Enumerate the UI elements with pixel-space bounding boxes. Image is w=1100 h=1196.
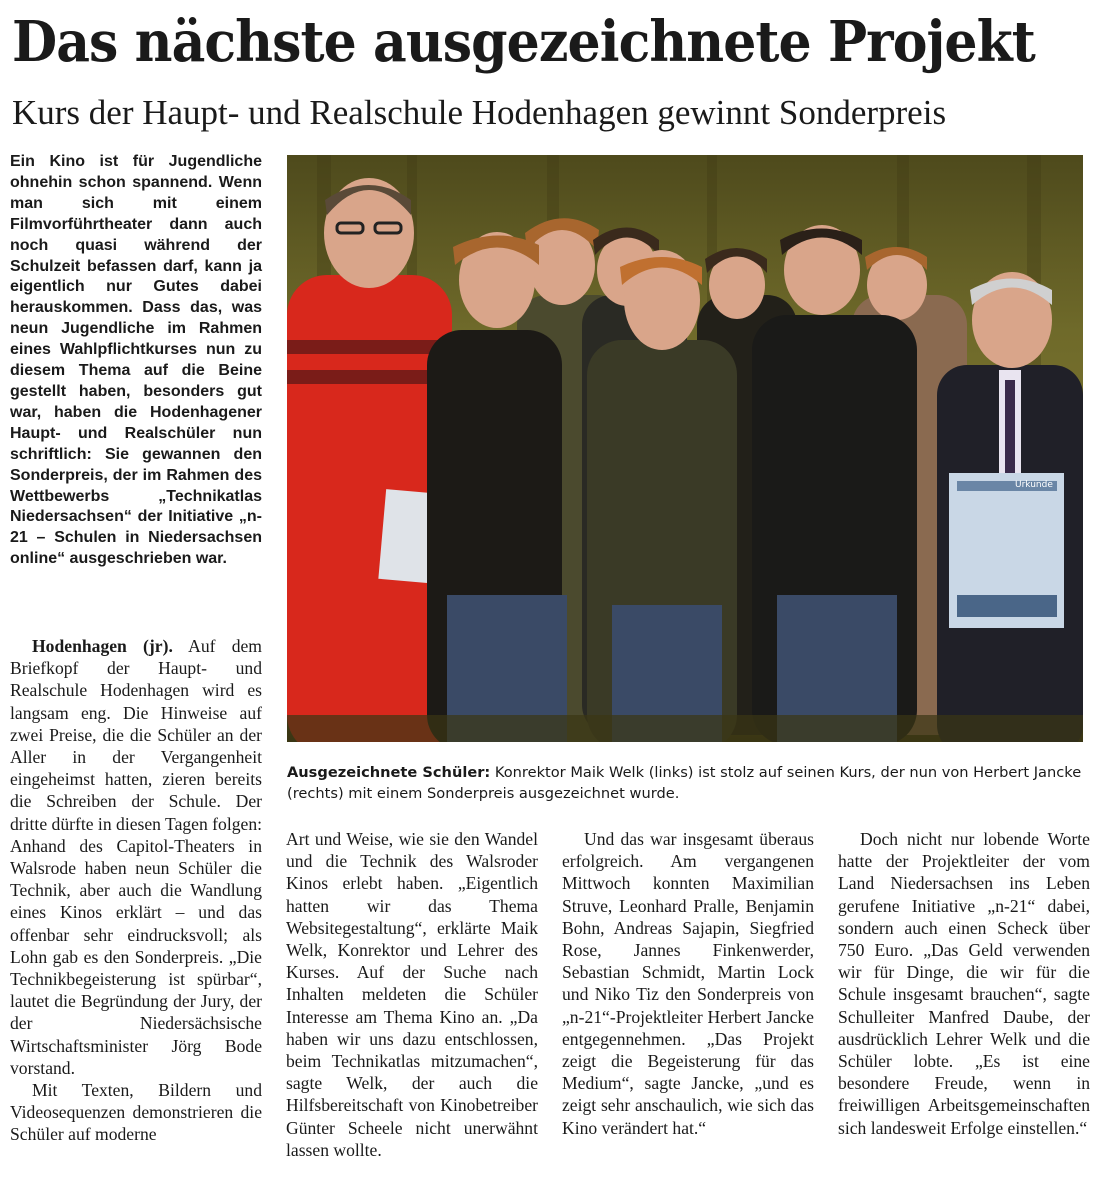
headline: Das nächste ausgezeichnete Projekt bbox=[12, 9, 1035, 75]
lead-paragraph: Ein Kino ist für Jugendliche ohnehin schon spannend. Wenn man sich mit einem Filmvorführtheater dann auch noch quasi während der Schulzeit befassen darf, kann ja eigentlich nur Gutes dabei herauskommen. Dass das, was neun Jugendliche im Rahmen eines Wahlpflichtkurses nun zu diesem Thema auf die Beine gestellt haben, besonders gut war, haben die Hodenhagener Haupt- und Realschüler nun schriftlich: Sie gewannen den Sonderpreis, der im Rahmen des Wettbewerbs „Technikatlas Niedersachsen“ der Initiative „n-21 – Schulen in Niedersachsen online“ ausgeschrieben war. bbox=[10, 153, 262, 568]
article-column-3 bbox=[562, 828, 814, 1139]
body-paragraph-1: Auf dem Briefkopf der Haupt- und Realschule Hodenhagen wird es langsam eng. Die Hinweise auf zwei Preise, die die Schüler an der Aller in der Vergangenheit eingeheimst hatten, zieren bereits die Schreiben der Schule. Der dritte dürfte in diesen Tagen folgen: Anhand des Capitol-Theaters in Walsrode haben neun Schüler die Technik, aber auch die Wandlung eines Kinos erklärt – und das offenbar sehr eindrucksvoll; als Lohn gab es den Sonderpreis. „Die Technikbegeisterung ist spürbar“, lautet die Begründung der Jury, der der Niedersächsische Wirtschaftsminister Jörg Bode vorstand. bbox=[10, 636, 263, 1078]
body-paragraph-2-start: Mit Texten, Bildern und Videosequenzen demonstrieren die Schüler auf moderne bbox=[10, 1080, 262, 1145]
body-paragraph-4: Doch nicht nur lobende Worte hatte der Projektleiter der vom Land Niedersachsen ins Leben gerufene Initiative „n-21“ dabei, sondern auch einen Scheck über 750 Euro. „Das Geld verwenden wir für Dinge, die wir für die Schule insgesamt brauchen“, sagte Schulleiter Manfred Daube, der ausdrücklich Lehrer Welk und die Schüler lobte. „Es ist eine besondere Freude, wenn in freiwilligen Arbeitsgemeinschaften sich landesweit Erfolge einstellen.“ bbox=[838, 829, 1090, 1138]
photo-caption bbox=[287, 762, 1087, 804]
dateline: Hodenhagen (jr). bbox=[32, 636, 173, 656]
stage-floor bbox=[287, 715, 1083, 742]
body-paragraph-2-end: Art und Weise, wie sie den Wandel und die Technik des Walsroder Kinos erlebt haben. „Eigentlich hatten wir das Thema Websitegestaltung“, erklärte Maik Welk, Konrektor und Lehrer des Kurses. Auf der Suche nach Inhalten meldeten die Schüler Interesse am Thema Kino an. „Da haben wir uns dazu entschlossen, beim Technikatlas mitzumachen“, sagte Welk, der auch die Hilfsbereitschaft von Kinobetreiber Günter Scheele nicht unerwähnt lassen wollte. bbox=[286, 829, 538, 1160]
group-photo-illustration bbox=[287, 155, 1083, 742]
news-photo bbox=[287, 155, 1083, 742]
caption-text: Konrektor Maik Welk (links) ist stolz auf seinen Kurs, der nun von Herbert Jancke (rechts) mit einem Sonderpreis ausgezeichnet wurde. bbox=[287, 764, 1082, 802]
certificate-label: Urkunde bbox=[1015, 480, 1053, 490]
body-paragraph-3: Und das war insgesamt überaus erfolgreich. Am vergangenen Mittwoch konnten Maximilian Struve, Leonhard Pralle, Benjamin Bohn, Andreas Sajapin, Siegfried Rose, Jannes Finkenwerder, Sebastian Schmidt, Martin Lock und Niko Tiz den Sonderpreis von „n-21“-Projektleiter Herbert Jancke entgegennehmen. „Das Projekt zeigt die Begeisterung für das Medium“, sagte Jancke, „und es zeigt sehr anschaulich, wie sich das Kino verändert hat.“ bbox=[562, 829, 814, 1138]
article-column-1 bbox=[10, 635, 262, 1146]
caption-title: Ausgezeichnete Schüler: bbox=[287, 764, 491, 781]
article-column-4 bbox=[838, 828, 1090, 1139]
article-column-2 bbox=[286, 828, 538, 1161]
subheadline: Kurs der Haupt- und Realschule Hodenhagen gewinnt Sonderpreis bbox=[12, 93, 947, 132]
